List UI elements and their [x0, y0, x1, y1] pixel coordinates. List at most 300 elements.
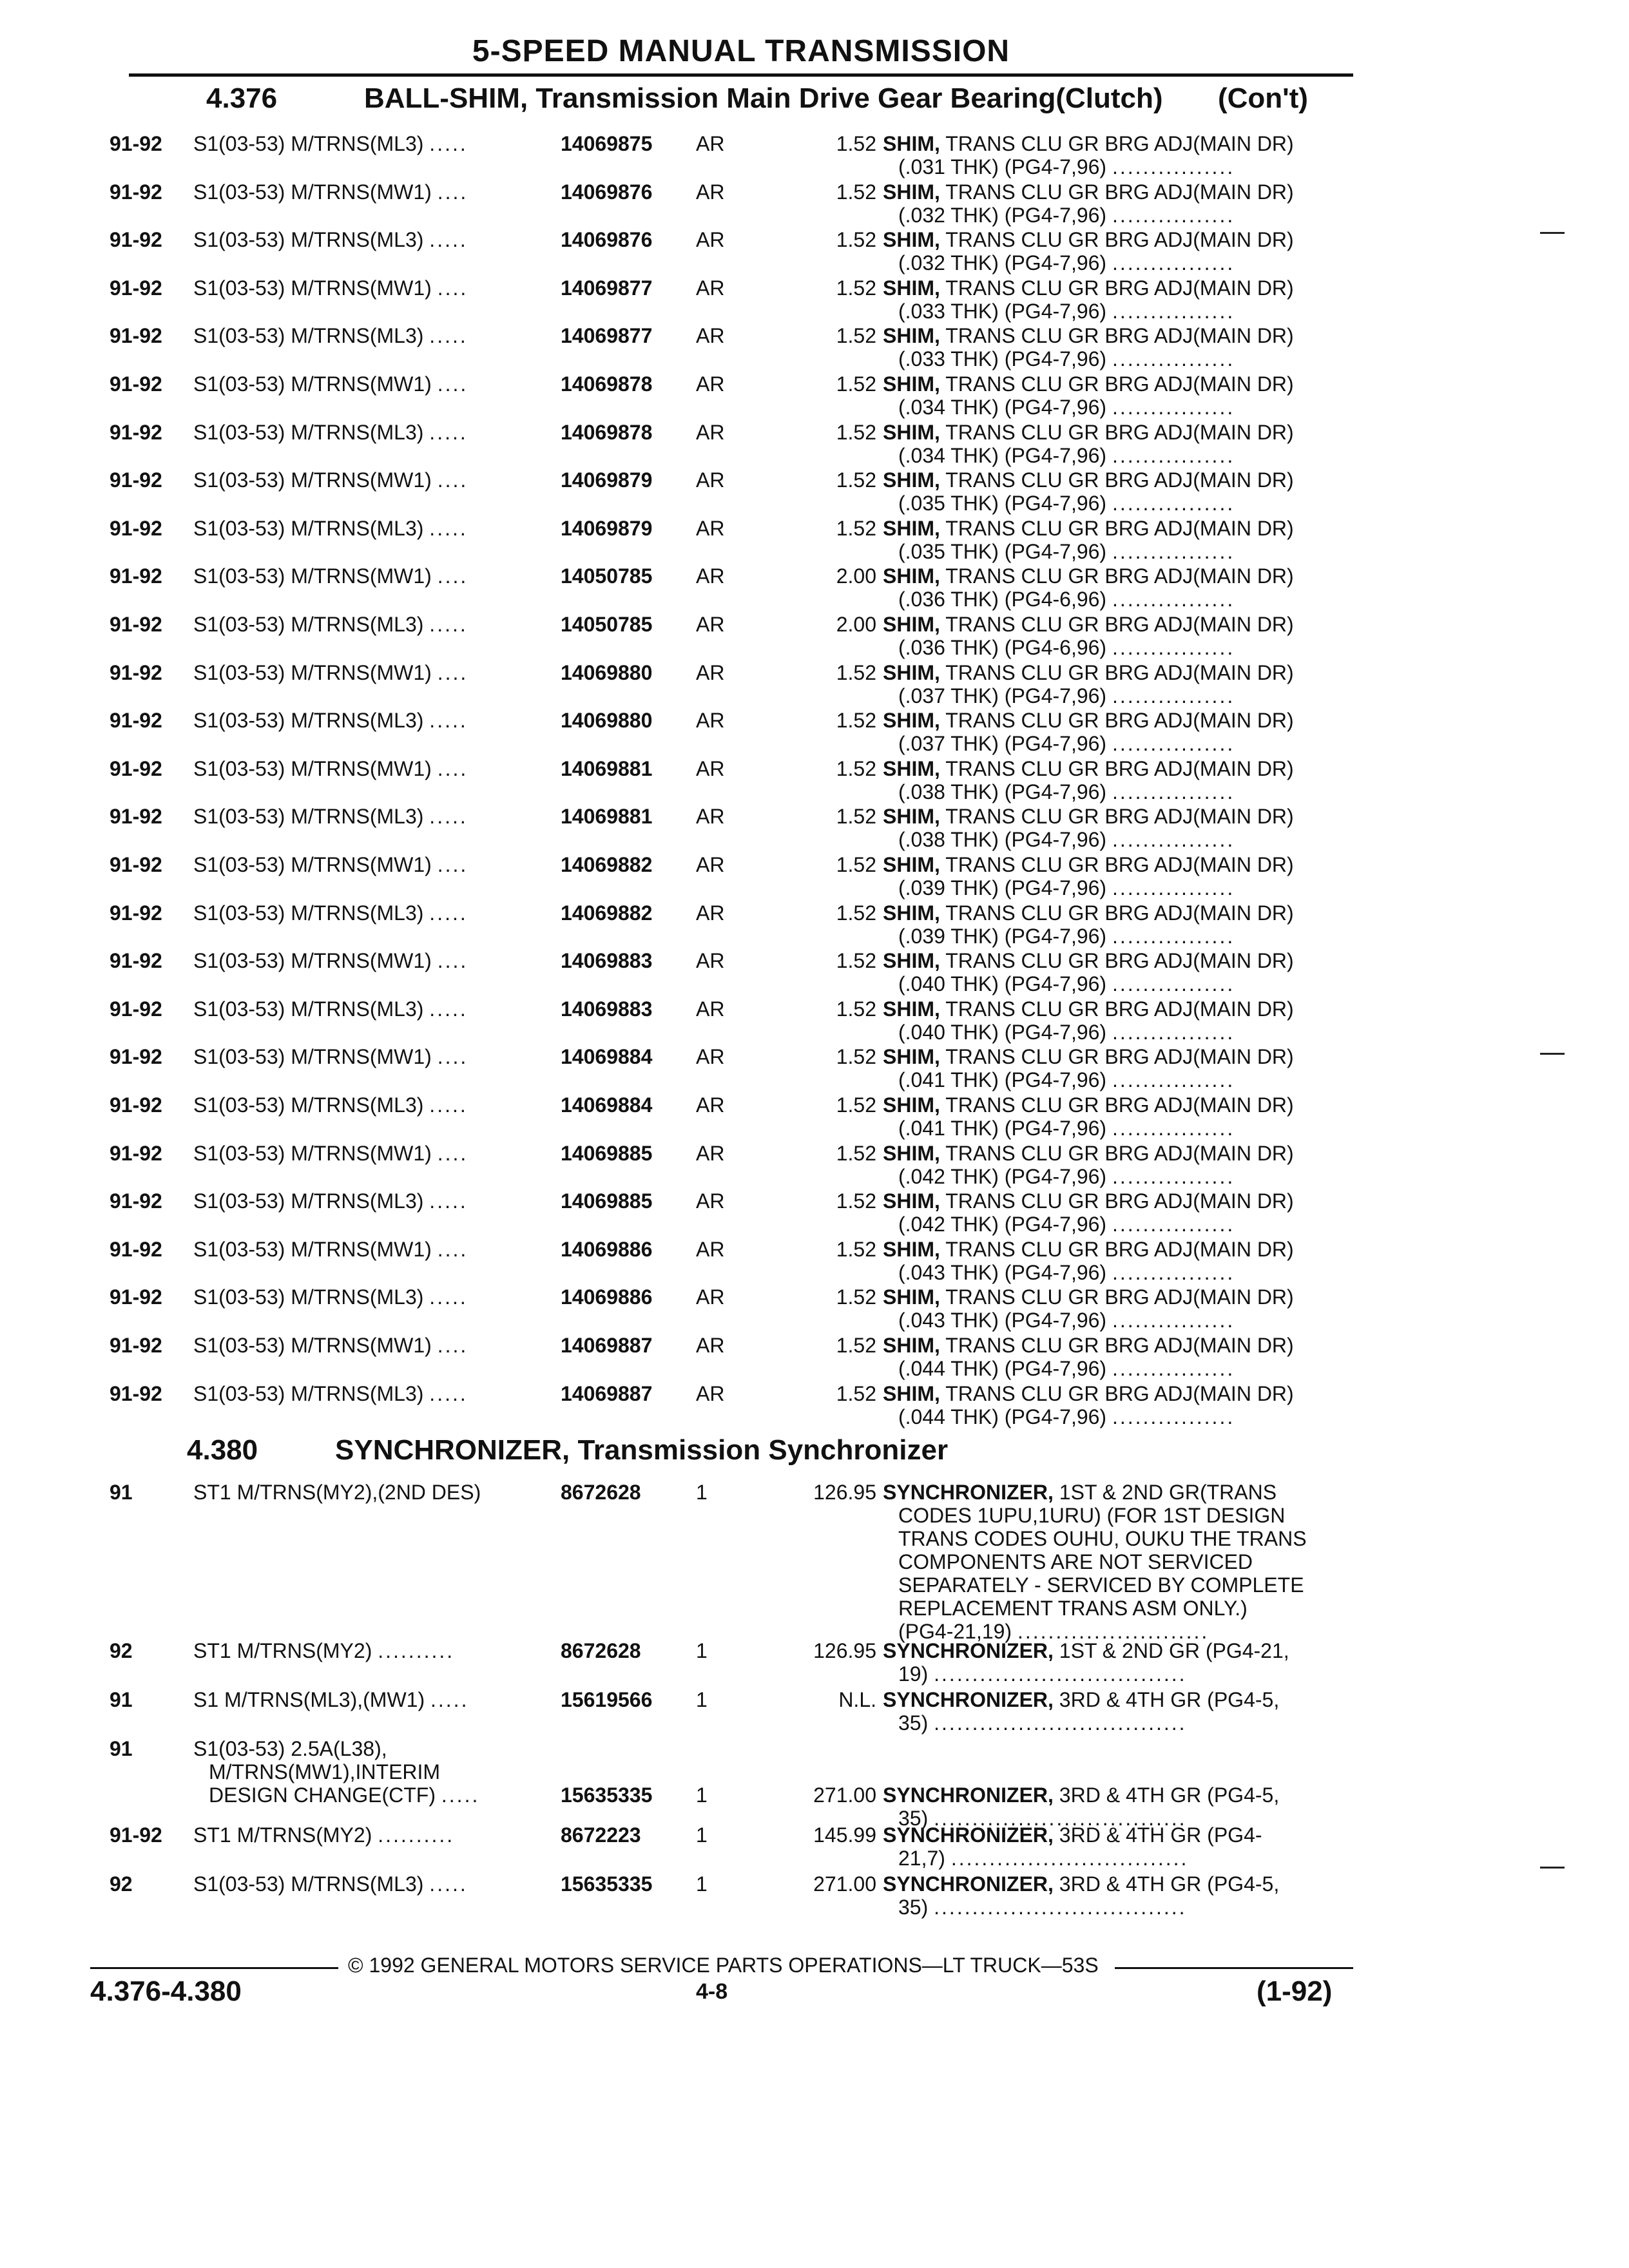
description-text: (.032 THK) (PG4-7,96) [898, 251, 1107, 275]
description-line [883, 1823, 1353, 1847]
description-line [883, 636, 1353, 659]
dot-leader: ..... [429, 805, 468, 829]
dot-leader: ................ [1112, 780, 1235, 803]
description-noun: SHIM, [883, 756, 940, 780]
description-text: 35) [898, 1711, 929, 1735]
price: 1.52 [836, 709, 876, 733]
section-number: 4.380 [187, 1434, 258, 1466]
description-noun: SHIM, [883, 468, 940, 492]
dot-leader: ..... [429, 420, 468, 444]
dot-leader: ................ [1112, 1164, 1235, 1188]
dot-leader: ................ [1112, 443, 1235, 467]
part-number: 14069876 [561, 180, 653, 204]
price: 126.95 [813, 1481, 876, 1504]
description-noun: SHIM, [883, 228, 940, 252]
description-text: TRANS CLU GR BRG ADJ(MAIN DR) [945, 1189, 1294, 1213]
description-line [883, 1309, 1353, 1332]
part-number: 15635335 [561, 1872, 653, 1896]
description-line [883, 1093, 1353, 1117]
section-title: SYNCHRONIZER, Transmission Synchronizer [335, 1434, 949, 1466]
dot-leader: ......................... [1017, 1620, 1210, 1643]
dot-leader: ..... [429, 613, 468, 636]
model-year: 91-92 [110, 901, 162, 925]
description [883, 1142, 1353, 1188]
application-line [193, 1760, 670, 1783]
price: 1.52 [836, 1285, 876, 1309]
dot-leader: ..... [429, 132, 468, 155]
dot-leader: ................ [1112, 347, 1235, 371]
price: 126.95 [813, 1639, 876, 1662]
description [883, 805, 1353, 851]
description-text: TRANS CLU GR BRG ADJ(MAIN DR) [945, 132, 1294, 155]
dot-leader: ................ [1112, 155, 1235, 178]
description-text: (.038 THK) (PG4-7,96) [898, 828, 1107, 852]
section-title: BALL-SHIM, Transmission Main Drive Gear Bearing(Clutch) [364, 82, 1163, 114]
description-text: TRANS CLU GR BRG ADJ(MAIN DR) [945, 1285, 1294, 1309]
application [193, 132, 468, 155]
application [193, 276, 468, 300]
model-year: 91-92 [110, 1045, 162, 1069]
description-text: TRANS CLU GR BRG ADJ(MAIN DR) [945, 1334, 1294, 1357]
description-line [883, 1688, 1353, 1711]
quantity: AR [696, 660, 725, 684]
application-text: S1(03-53) M/TRNS(ML3) [193, 1189, 424, 1213]
description-text: SEPARATELY - SERVICED BY COMPLETE [898, 1573, 1304, 1597]
quantity: AR [696, 1045, 725, 1069]
application-text: S1(03-53) M/TRNS(ML3) [193, 132, 424, 155]
dot-leader: ..... [429, 1285, 468, 1309]
description-text: TRANS CLU GR BRG ADJ(MAIN DR) [945, 420, 1294, 444]
dot-leader: ................ [1112, 492, 1235, 515]
application [193, 709, 468, 732]
description [883, 853, 1353, 899]
part-number: 14069881 [561, 805, 653, 829]
application-text: S1(03-53) M/TRNS(ML3) [193, 997, 424, 1021]
quantity: AR [696, 709, 725, 733]
description-text: (.035 THK) (PG4-7,96) [898, 492, 1107, 515]
application-text: S1(03-53) M/TRNS(ML3) [193, 1285, 424, 1309]
description-text: (.032 THK) (PG4-7,96) [898, 203, 1107, 227]
description-text: (.038 THK) (PG4-7,96) [898, 780, 1107, 803]
price: 1.52 [836, 997, 876, 1021]
application [193, 1285, 468, 1309]
part-number: 14069877 [561, 276, 653, 300]
footer-rule [1115, 1967, 1353, 1969]
description-line [883, 1504, 1353, 1527]
page-title: 5-SPEED MANUAL TRANSMISSION [472, 34, 1010, 68]
price: 1.52 [836, 756, 876, 780]
description [883, 1872, 1353, 1919]
dot-leader: ................ [1112, 828, 1235, 852]
dot-leader: ................ [1112, 588, 1235, 611]
price: 1.52 [836, 1381, 876, 1405]
description-line [883, 492, 1353, 515]
description [883, 180, 1353, 227]
description-line [883, 1639, 1353, 1662]
description-text: (.041 THK) (PG4-7,96) [898, 1117, 1107, 1140]
model-year: 91-92 [110, 756, 162, 780]
description [883, 1382, 1353, 1428]
application [193, 468, 468, 492]
description-text: TRANS CLU GR BRG ADJ(MAIN DR) [945, 853, 1294, 876]
application-text: S1(03-53) M/TRNS(MW1) [193, 564, 432, 588]
description-text: TRANS CLU GR BRG ADJ(MAIN DR) [945, 1381, 1294, 1405]
price: N.L. [838, 1688, 876, 1711]
dot-leader: ............................... [950, 1847, 1189, 1870]
description-noun: SHIM, [883, 324, 940, 348]
description [883, 517, 1353, 563]
model-year: 91-92 [110, 709, 162, 733]
application-text: S1(03-53) M/TRNS(ML3) [193, 1381, 424, 1405]
description-line [883, 684, 1353, 707]
model-year: 91-92 [110, 1141, 162, 1165]
description-line [883, 1334, 1353, 1357]
application [193, 949, 468, 972]
quantity: AR [696, 997, 725, 1021]
dot-leader: .... [437, 949, 468, 973]
description-line [883, 155, 1353, 178]
description-line [883, 1597, 1353, 1620]
description-line [883, 1847, 1353, 1870]
application-text: S1(03-53) M/TRNS(MW1) [193, 468, 432, 492]
margin-tick [1540, 1867, 1565, 1869]
part-number: 14069879 [561, 468, 653, 492]
description-text: (.043 THK) (PG4-7,96) [898, 1260, 1107, 1284]
description-text: TRANS CLU GR BRG ADJ(MAIN DR) [945, 1093, 1294, 1117]
description-text: TRANS CLU GR BRG ADJ(MAIN DR) [945, 613, 1294, 636]
application [193, 180, 468, 204]
description-line [883, 1550, 1353, 1573]
application-text: ST1 M/TRNS(MY2) [193, 1823, 372, 1847]
model-year: 91-92 [110, 1237, 162, 1261]
quantity: 1 [696, 1823, 708, 1847]
quantity: AR [696, 1381, 725, 1405]
dot-leader: ................ [1112, 396, 1235, 419]
description-line [883, 421, 1353, 444]
dot-leader: ................................. [934, 1711, 1187, 1735]
part-number: 14069877 [561, 324, 653, 348]
application [193, 613, 468, 636]
part-number: 14069880 [561, 660, 653, 684]
part-number: 14069883 [561, 949, 653, 973]
part-number: 15635335 [561, 1783, 653, 1807]
description-text: (.037 THK) (PG4-7,96) [898, 684, 1107, 707]
part-number: 14069886 [561, 1237, 653, 1261]
application [193, 1093, 468, 1117]
application-text: S1(03-53) M/TRNS(MW1) [193, 276, 432, 300]
quantity: 1 [696, 1688, 708, 1711]
price: 1.52 [836, 420, 876, 444]
application [193, 997, 468, 1021]
application [193, 805, 468, 828]
description [883, 421, 1353, 467]
dot-leader: ..... [429, 1872, 468, 1896]
description-text: TRANS CLU GR BRG ADJ(MAIN DR) [945, 997, 1294, 1021]
dot-leader: ................ [1112, 299, 1235, 323]
description-text: (.039 THK) (PG4-7,96) [898, 924, 1107, 948]
quantity: AR [696, 1237, 725, 1261]
description [883, 132, 1353, 178]
description-noun: SHIM, [883, 1189, 940, 1213]
application-text: S1(03-53) M/TRNS(ML3) [193, 228, 424, 252]
application-text: S1(03-53) M/TRNS(ML3) [193, 1093, 424, 1117]
footer-page-number: 4-8 [696, 1979, 728, 2004]
dot-leader: ................ [1112, 924, 1235, 948]
description-text: TRANS CLU GR BRG ADJ(MAIN DR) [945, 468, 1294, 492]
description-text: (.035 THK) (PG4-7,96) [898, 539, 1107, 563]
description [883, 564, 1353, 611]
description-text: TRANS CLU GR BRG ADJ(MAIN DR) [945, 372, 1294, 396]
model-year: 91-92 [110, 997, 162, 1021]
description-text: (.042 THK) (PG4-7,96) [898, 1164, 1107, 1188]
description [883, 1639, 1353, 1686]
description [883, 1481, 1353, 1643]
price: 1.52 [836, 1141, 876, 1165]
description [883, 1093, 1353, 1140]
application [193, 661, 468, 684]
price: 1.52 [836, 1045, 876, 1069]
description-line [883, 540, 1353, 563]
application [193, 228, 468, 251]
quantity: AR [696, 228, 725, 252]
description [883, 661, 1353, 707]
part-number: 8672628 [561, 1639, 641, 1662]
footer-revision: (1-92) [1257, 1975, 1333, 2007]
quantity: 1 [696, 1639, 708, 1662]
quantity: AR [696, 180, 725, 204]
model-year: 91 [110, 1481, 133, 1504]
description-line [883, 1481, 1353, 1504]
dot-leader: .... [437, 468, 468, 492]
description-text: (.034 THK) (PG4-7,96) [898, 396, 1107, 419]
application-text: S1 M/TRNS(ML3),(MW1) [193, 1688, 425, 1711]
description-text: TRANS CLU GR BRG ADJ(MAIN DR) [945, 180, 1294, 204]
description-text: (.041 THK) (PG4-7,96) [898, 1068, 1107, 1092]
application-text: S1(03-53) M/TRNS(ML3) [193, 324, 424, 348]
price: 2.00 [836, 613, 876, 636]
part-number: 14069882 [561, 901, 653, 925]
description-noun: SHIM, [883, 613, 940, 636]
quantity: AR [696, 468, 725, 492]
description-line [883, 1117, 1353, 1140]
description-line [883, 468, 1353, 492]
application-text: ST1 M/TRNS(MY2),(2ND DES) [193, 1481, 481, 1504]
model-year: 91-92 [110, 180, 162, 204]
model-year: 91-92 [110, 564, 162, 588]
description-text: TRANS CLU GR BRG ADJ(MAIN DR) [945, 228, 1294, 252]
part-number: 8672223 [561, 1823, 641, 1847]
quantity: AR [696, 853, 725, 876]
description-text: TRANS CLU GR BRG ADJ(MAIN DR) [945, 564, 1294, 588]
part-number: 15619566 [561, 1688, 653, 1711]
description-text: (.034 THK) (PG4-7,96) [898, 443, 1107, 467]
description-line [883, 925, 1353, 948]
dot-leader: .......... [378, 1639, 455, 1662]
price: 1.52 [836, 853, 876, 876]
description-text: (.044 THK) (PG4-7,96) [898, 1357, 1107, 1380]
price: 1.52 [836, 1237, 876, 1261]
description-noun: SYNCHRONIZER, [883, 1823, 1054, 1847]
description [883, 1238, 1353, 1284]
application-text: S1(03-53) M/TRNS(ML3) [193, 709, 424, 733]
description-noun: SHIM, [883, 276, 940, 300]
application-text: S1(03-53) M/TRNS(ML3) [193, 901, 424, 925]
description-line [883, 1189, 1353, 1213]
model-year: 92 [110, 1639, 133, 1662]
description-text: (.039 THK) (PG4-7,96) [898, 876, 1107, 899]
footer-section-range: 4.376-4.380 [90, 1975, 242, 2007]
description-noun: SHIM, [883, 901, 940, 925]
description-noun: SHIM, [883, 805, 940, 829]
description-text: 3RD & 4TH GR (PG4-5, [1059, 1688, 1280, 1711]
application-text: S1(03-53) M/TRNS(MW1) [193, 1334, 432, 1357]
description-noun: SHIM, [883, 1093, 940, 1117]
description-line [883, 997, 1353, 1021]
dot-leader: ................ [1112, 636, 1235, 659]
application-text: S1(03-53) M/TRNS(ML3) [193, 420, 424, 444]
dot-leader: ................ [1112, 972, 1235, 996]
dot-leader: ..... [441, 1783, 480, 1807]
model-year: 91-92 [110, 805, 162, 829]
description-text: TRANS CLU GR BRG ADJ(MAIN DR) [945, 1141, 1294, 1165]
part-number: 14069875 [561, 132, 653, 155]
description-noun: SHIM, [883, 949, 940, 973]
model-year: 91-92 [110, 1285, 162, 1309]
model-year: 91-92 [110, 372, 162, 396]
description-noun: SYNCHRONIZER, [883, 1639, 1054, 1662]
quantity: AR [696, 1141, 725, 1165]
application-text: S1(03-53) M/TRNS(ML3) [193, 613, 424, 636]
dot-leader: .... [437, 1334, 468, 1357]
dot-leader: .......... [378, 1823, 455, 1847]
part-number: 14069879 [561, 516, 653, 540]
application [193, 901, 468, 925]
dot-leader: ................ [1112, 1117, 1235, 1140]
description-text: TRANS CLU GR BRG ADJ(MAIN DR) [945, 901, 1294, 925]
application [193, 1334, 468, 1357]
dot-leader: .... [437, 564, 468, 588]
application-text: DESIGN CHANGE(CTF) [209, 1783, 436, 1807]
dot-leader: ................ [1112, 203, 1235, 227]
description-noun: SHIM, [883, 372, 940, 396]
description-text: TRANS CLU GR BRG ADJ(MAIN DR) [945, 805, 1294, 829]
application-text: S1(03-53) M/TRNS(MW1) [193, 180, 432, 204]
dot-leader: ..... [429, 516, 468, 540]
description-line [883, 709, 1353, 732]
dot-leader: ................ [1112, 684, 1235, 707]
quantity: AR [696, 1285, 725, 1309]
model-year: 92 [110, 1872, 133, 1896]
model-year: 91-92 [110, 1189, 162, 1213]
description-noun: SHIM, [883, 1381, 940, 1405]
application-text: S1(03-53) 2.5A(L38), [193, 1737, 387, 1760]
description-line [883, 949, 1353, 972]
application [193, 324, 468, 347]
description-text: 3RD & 4TH GR (PG4-5, [1059, 1872, 1280, 1896]
application [193, 564, 468, 588]
description [883, 613, 1353, 659]
description-text: (.037 THK) (PG4-7,96) [898, 732, 1107, 756]
description-line [883, 251, 1353, 274]
price: 1.52 [836, 1189, 876, 1213]
price: 1.52 [836, 180, 876, 204]
description-line [883, 1662, 1353, 1686]
description-line [883, 444, 1353, 467]
description-line [883, 396, 1353, 419]
part-number: 14050785 [561, 613, 653, 636]
section-heading-4376 [206, 82, 1366, 119]
part-number: 14069886 [561, 1285, 653, 1309]
part-number: 14069876 [561, 228, 653, 252]
dot-leader: .... [437, 1237, 468, 1261]
price: 1.52 [836, 660, 876, 684]
dot-leader: ................ [1112, 1260, 1235, 1284]
description-line [883, 1872, 1353, 1896]
dot-leader: .... [437, 1045, 468, 1069]
quantity: AR [696, 1093, 725, 1117]
description-line [883, 1068, 1353, 1091]
description-line [883, 204, 1353, 227]
description-noun: SHIM, [883, 660, 940, 684]
application-text: ST1 M/TRNS(MY2) [193, 1639, 372, 1662]
description [883, 276, 1353, 323]
dot-leader: .... [437, 660, 468, 684]
description-text: TRANS CLU GR BRG ADJ(MAIN DR) [945, 276, 1294, 300]
part-number: 14069887 [561, 1381, 653, 1405]
description-noun: SHIM, [883, 1237, 940, 1261]
description [883, 901, 1353, 948]
description-line [883, 1527, 1353, 1550]
model-year: 91-92 [110, 1823, 162, 1847]
price: 1.52 [836, 805, 876, 829]
description-line [883, 1238, 1353, 1261]
price: 1.52 [836, 468, 876, 492]
description-line [883, 228, 1353, 251]
description-text: (.033 THK) (PG4-7,96) [898, 299, 1107, 323]
price: 1.52 [836, 1334, 876, 1357]
price: 1.52 [836, 516, 876, 540]
description-noun: SHIM, [883, 1045, 940, 1069]
application-line [193, 1737, 670, 1760]
header-rule [129, 73, 1353, 77]
part-number: 14069887 [561, 1334, 653, 1357]
description-line [883, 613, 1353, 636]
dot-leader: ................ [1112, 1309, 1235, 1332]
description-noun: SHIM, [883, 709, 940, 733]
part-number: 14050785 [561, 564, 653, 588]
description-text: TRANS CLU GR BRG ADJ(MAIN DR) [945, 756, 1294, 780]
application-text: S1(03-53) M/TRNS(ML3) [193, 1872, 424, 1896]
description-line [883, 780, 1353, 803]
description-text: (.036 THK) (PG4-6,96) [898, 636, 1107, 659]
dot-leader: ..... [429, 1381, 468, 1405]
description-text: 1ST & 2ND GR(TRANS [1059, 1481, 1277, 1504]
section-heading-4380 [187, 1434, 1347, 1470]
application-text: S1(03-53) M/TRNS(MW1) [193, 1045, 432, 1069]
description-text: REPLACEMENT TRANS ASM ONLY.) [898, 1597, 1248, 1620]
dot-leader: ................ [1112, 251, 1235, 275]
description [883, 372, 1353, 419]
description-text: 19) [898, 1662, 929, 1686]
price: 1.52 [836, 901, 876, 925]
description [883, 757, 1353, 803]
description-line [883, 757, 1353, 780]
description-noun: SHIM, [883, 132, 940, 155]
description-line [883, 1405, 1353, 1428]
description-line [883, 180, 1353, 204]
dot-leader: ..... [429, 709, 468, 733]
part-number: 14069878 [561, 372, 653, 396]
